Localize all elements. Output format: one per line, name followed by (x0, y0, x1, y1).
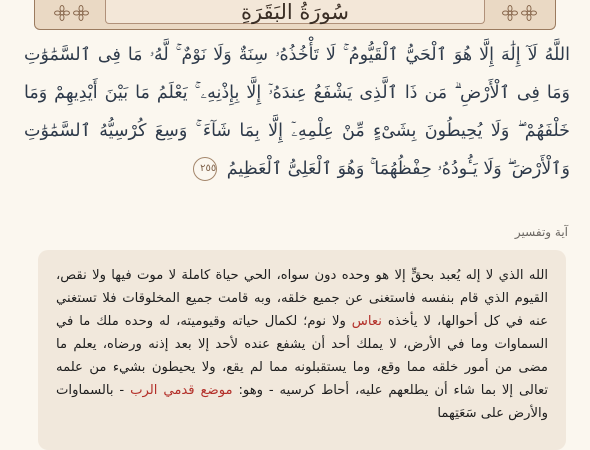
banner-ornament-right (491, 2, 547, 24)
tafsir-text (56, 264, 548, 425)
flower-ornament-icon (502, 5, 518, 21)
ayah-text: اللَّهُ لَآ إِلَٰهَ إِلَّا هُوَ ٱلْحَيُّ ٱلْقَيُّومُ ۚ لَا تَأْخُذُهُۥ سِنَةٌ وَلَا نَوْمٌ ۚ لَّهُۥ مَا فِى ٱلسَّمَٰوَٰتِ وَمَا فِى ٱلْأَرْضِ ۗ مَن ذَا ٱلَّذِى يَشْفَعُ عِندَهُۥٓ إِلَّا بِإِذْنِهِۦ ۚ يَعْلَمُ مَا بَيْنَ أَيْدِيهِمْ وَمَا خَلْفَهُمْ ۖ وَلَا يُحِيطُونَ بِشَىْءٍ مِّنْ عِلْمِهِۦٓ إِلَّا بِمَا شَآءَ ۚ وَسِعَ كُرْسِيُّهُ ٱلسَّمَٰوَٰتِ وَٱلْأَرْضَ ۖ وَلَا يَـُٔودُهُۥ حِفْظُهُمَا ۚ وَهُوَ ٱلْعَلِىُّ ٱلْعَظِيمُ (24, 45, 570, 179)
ayah-text-block[interactable] (24, 36, 570, 188)
surah-title: سُورَةُ البَقَرَةِ (240, 0, 350, 24)
surah-header-banner (34, 0, 556, 30)
banner-ornament-left (43, 2, 99, 24)
banner-title-frame (105, 0, 485, 24)
tafsir-card[interactable] (38, 250, 566, 450)
ayah-number-marker: ٢٥٥ (193, 157, 217, 181)
tafsir-section-label: آية وتفسير (514, 225, 568, 239)
flower-ornament-icon (54, 5, 70, 21)
flower-ornament-icon (521, 5, 537, 21)
tafsir-text-part: ولا نوم؛ لكمال حياته وقيوميته، له وحده ملك ما في السماوات وما في الأرض، لا يملك أحد أن يشفع عنده لأحد إلا بعد إذنه ورضاه، يعلم ما مضى من أمور خلقه مما وقع، وما يستقبلونه مما لم يقع، ولا يحيطون بشيء من علمه تعالى إلا بما شاء أن يطلعهم عليه، أحاط كرسيه - وهو: (56, 314, 549, 398)
tafsir-text-part: الله الذي لا إله يُعبد بحقٍّ إلا هو وحده دون سواه، الحي حياة كاملة لا موت فيها ولا نقص، القيوم الذي قام بنفسه فاستغنى عن جميع خلقه، وبه قامت جميع المخلوقات فلا تستغني عنه في كل أحوالها، لا يأخذه (56, 268, 548, 329)
tafsir-highlight-word[interactable]: نعاس (351, 314, 382, 329)
flower-ornament-icon (73, 5, 89, 21)
tafsir-text-part: - بالسماوات والأرض على سَعَتِهما (56, 383, 548, 421)
tafsir-highlight-word[interactable]: موضع قدمي الرب (130, 383, 233, 398)
